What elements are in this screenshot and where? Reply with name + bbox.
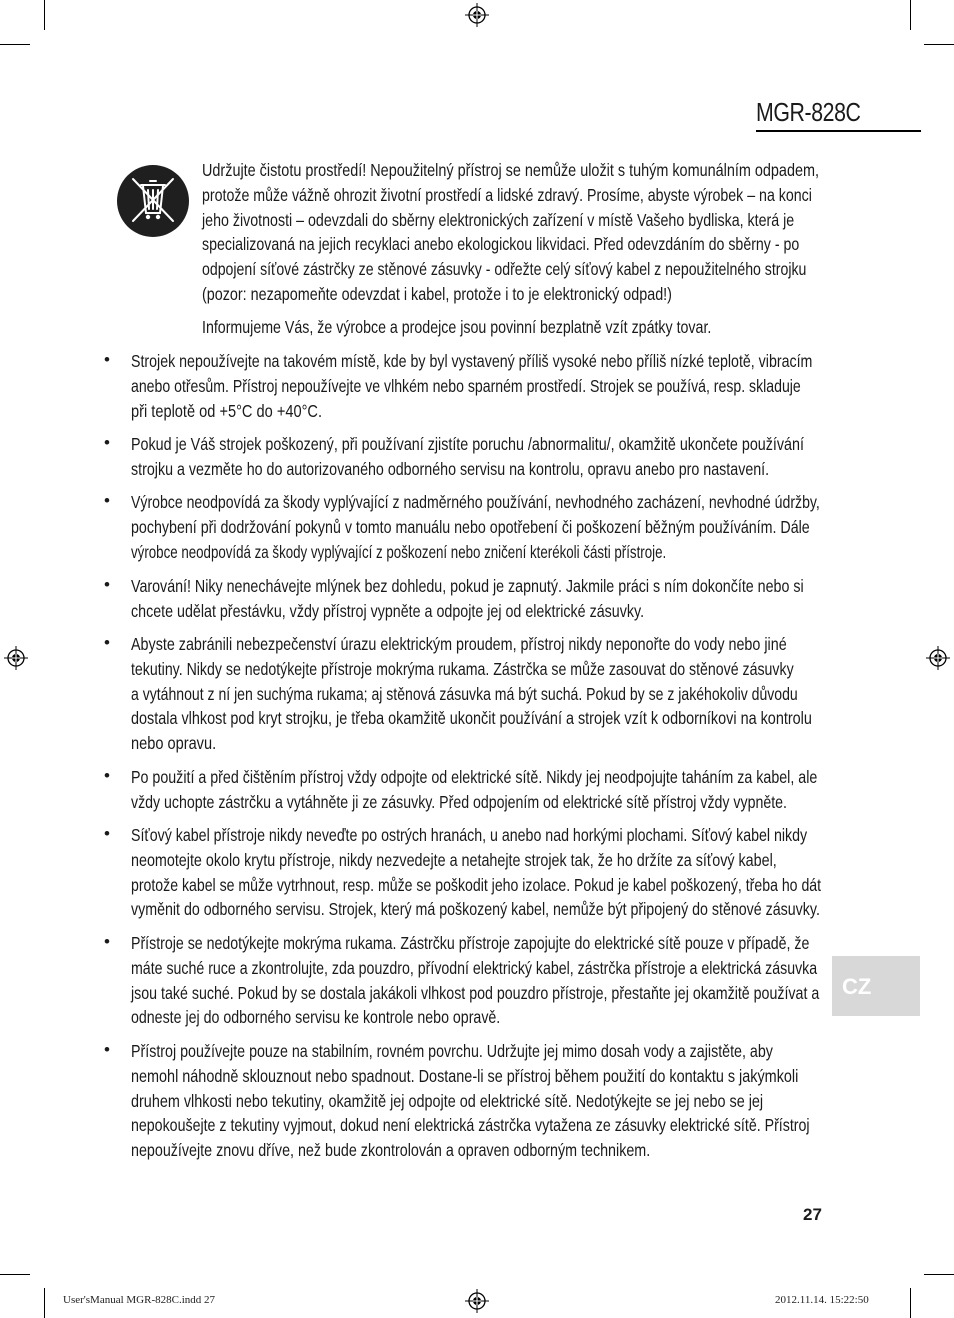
bullet-text-line: nepokoušejte z tekutiny vyjmout, dokud není elektrická zástrčka vytažena ze zásuvky elektrické sítě. Přístroj bbox=[131, 1115, 810, 1136]
crossed-out-bin-icon bbox=[117, 165, 189, 237]
bullet-text-line: tekutiny. Nikdy se nedotýkejte přístroje mokrýma rukama. Zástrčka se může zasouvat do stěnové zásuvky bbox=[131, 658, 794, 679]
bullet-text-line: druhem vlhkosti nebo tekutiny, okamžitě jej odpojte od elektrické sítě. Nedotýkejte se jej nebo se jej bbox=[131, 1090, 764, 1111]
crop-mark bbox=[44, 1288, 45, 1318]
bullet-marker: • bbox=[104, 766, 110, 785]
crop-mark bbox=[44, 0, 45, 30]
bullet-marker: • bbox=[104, 491, 110, 510]
bullet-text-line: vyměnit do odborného servisu. Strojek, který má poškozený kabel, nemůže být připojený do stěnové zásuvky. bbox=[131, 899, 820, 920]
bullet-marker: • bbox=[104, 433, 110, 452]
bullet-text-line: neomotejte okolo krytu přístroje, nikdy nezvedejte a netahejte strojek tak, že ho držíte za síťový kabel, bbox=[131, 849, 777, 870]
registration-mark-icon bbox=[926, 646, 950, 670]
bullet-text-line: výrobce neodpovídá za škody vyplývající z poškození nebo zničení kterékoli části přístroje. bbox=[131, 541, 667, 562]
bullet-text-line: anebo otřesům. Přístroj nepoužívejte ve vlhkém nebo sparném prostředí. Strojek se používá, resp. skladuje bbox=[131, 375, 801, 396]
weee-text-line: protože může vážně ohrozit životní prostředí a lidské zdravý. Prosíme, abyste výrobek – na konci bbox=[202, 184, 812, 205]
bullet-marker: • bbox=[104, 824, 110, 843]
weee-note: Informujeme Vás, že výrobce a prodejce jsou povinní bezplatně vzít zpátky tovar. bbox=[202, 317, 712, 337]
bullet-text-line: strojku a vezměte ho do autorizovaného odborného servisu na kontrolu, opravu anebo pro nastavení. bbox=[131, 458, 770, 479]
language-tab-label: CZ bbox=[842, 974, 872, 999]
crop-mark bbox=[0, 1274, 30, 1275]
header-rule bbox=[756, 130, 921, 132]
registration-mark-icon bbox=[4, 646, 28, 670]
bullet-text-line: protože kabel se může vytrhnout, resp. může se poškodit jeho izolace. Pokud je kabel poškozený, třeba ho dát bbox=[131, 874, 822, 895]
bullet-text-line: pochybení při dodržování pokynů v tomto manuálu nebo opotřebení či poškození běžným používáním. Dále bbox=[131, 516, 810, 537]
bullet-text-line: jsou také suché. Pokud by se dostala jakákoli vlhkost pod pouzdro přístroje, přestaňte jej okamžitě používat a bbox=[131, 982, 820, 1003]
footer-file: User'sManual MGR-828C.indd 27 bbox=[63, 1294, 216, 1306]
bullet-marker: • bbox=[104, 633, 110, 652]
bullet-text-line: chcete udělat přestávku, vždy přístroj vypněte a odpojte jej od elektrické zásuvky. bbox=[131, 600, 645, 621]
weee-text-line: odpojení síťové zástrčky ze stěnové zásuvky - odřežte celý síťový kabel z nepoužitelného strojku bbox=[202, 259, 807, 280]
bullet-text-line: Výrobce neodpovídá za škody vyplývající z nadměrného používání, nevhodného zacházení, nevhodné údržby, bbox=[131, 492, 820, 512]
bullet-text-line: Varování! Niky nenechávejte mlýnek bez dohledu, pokud je zapnutý. Jakmile práci s ním dokončíte nebo si bbox=[131, 576, 804, 596]
bullet-text-line: nebo opravu. bbox=[131, 733, 217, 754]
bullet-text-line: Po použití a před čištěním přístroj vždy odpojte od elektrické sítě. Nikdy jej neodpojujte taháním za kabel, ale bbox=[131, 767, 818, 787]
crop-mark bbox=[910, 1288, 911, 1318]
crop-mark bbox=[910, 0, 911, 30]
bullet-text-line: Přístroj používejte pouze na stabilním, rovném povrchu. Udržujte jej mimo dosah vody a zajistěte, aby bbox=[131, 1041, 773, 1061]
bullet-text-line: máte suché ruce a zkontrolujte, zda pouzdro, přívodní elektrický kabel, zástrčka přístroje a elektrická zásuvka bbox=[131, 957, 818, 978]
weee-text-line: (pozor: nezapomeňte odevzdat i kabel, protože i to je elektronický odpad!) bbox=[202, 284, 672, 304]
crop-mark bbox=[924, 1274, 954, 1275]
bullet-text-line: dostala vlhkost pod kryt strojku, je třeba okamžitě ukončit používání a strojek vzít k odborníkovi na kontrolu bbox=[131, 708, 812, 729]
weee-text-line: Udržujte čistotu prostředí! Nepoužitelný přístroj se nemůže uložit s tuhým komunálním odpadem, bbox=[202, 160, 820, 180]
bullet-marker: • bbox=[104, 1040, 110, 1059]
bullet-text-line: při teplotě od +5°C do +40°C. bbox=[131, 400, 323, 421]
bullet-marker: • bbox=[104, 575, 110, 594]
weee-text-line: specializovaná na jejich recyklaci anebo ekologickou likvidaci. Před odevzdáním do sběrny - po bbox=[202, 234, 800, 255]
bullet-text-line: vždy uchopte zástrčku a vytáhněte ji ze zásuvky. Před odpojením od elektrické sítě přístroj vždy vypněte. bbox=[131, 791, 787, 812]
crop-mark bbox=[0, 44, 30, 45]
page-number: 27 bbox=[803, 1205, 822, 1224]
bullet-marker: • bbox=[104, 350, 110, 369]
registration-mark-icon bbox=[465, 3, 489, 27]
model-title: MGR-828C bbox=[756, 97, 861, 127]
bullet-text-line: Strojek nepoužívejte na takovém místě, kde by byl vystavený příliš vysoké nebo příliš nízké teplotě, vibracím bbox=[131, 351, 813, 371]
bullet-text-line: Přístroje se nedotýkejte mokrýma rukama. Zástrčku přístroje zapojujte do elektrické sítě pouze v případě, že bbox=[131, 933, 810, 953]
registration-mark-icon bbox=[465, 1289, 489, 1313]
bullet-text-line: odneste jej do odborného servisu ke kontrole nebo opravě. bbox=[131, 1007, 501, 1028]
bullet-text-line: Pokud je Váš strojek poškozený, při používaní zjistíte poruchu /abnormalitu/, okamžitě ukončete používání bbox=[131, 434, 804, 454]
bullet-text-line: a vytáhnout z ní jen suchýma rukama; aj stěnová zásuvka má být suchá. Pokud by se z jakéhokoliv důvodu bbox=[131, 683, 798, 704]
weee-text-line: jeho životnosti – odevzdali do sběrny elektronických zařízení v místě Vašeho bydliska, která je bbox=[202, 209, 795, 230]
bullet-text-line: nepoužívejte znovu dříve, než bude zkontrolován a opraven odborným technikem. bbox=[131, 1140, 651, 1161]
bullet-marker: • bbox=[104, 932, 110, 951]
footer-datetime: 2012.11.14. 15:22:50 bbox=[775, 1294, 869, 1306]
bullet-text-line: nemohl náhodně sklouznout nebo spadnout. Dostane-li se přístroj během použití do kontaktu s jakýmkoli bbox=[131, 1065, 799, 1086]
bullet-text-line: Abyste zabránili nebezpečenství úrazu elektrickým proudem, přístroj nikdy neponořte do vody nebo jiné bbox=[131, 634, 787, 654]
crop-mark bbox=[924, 44, 954, 45]
bullet-text-line: Síťový kabel přístroje nikdy neveďte po ostrých hranách, u anebo nad horkými plochami. Síťový kabel nikdy bbox=[131, 825, 808, 845]
